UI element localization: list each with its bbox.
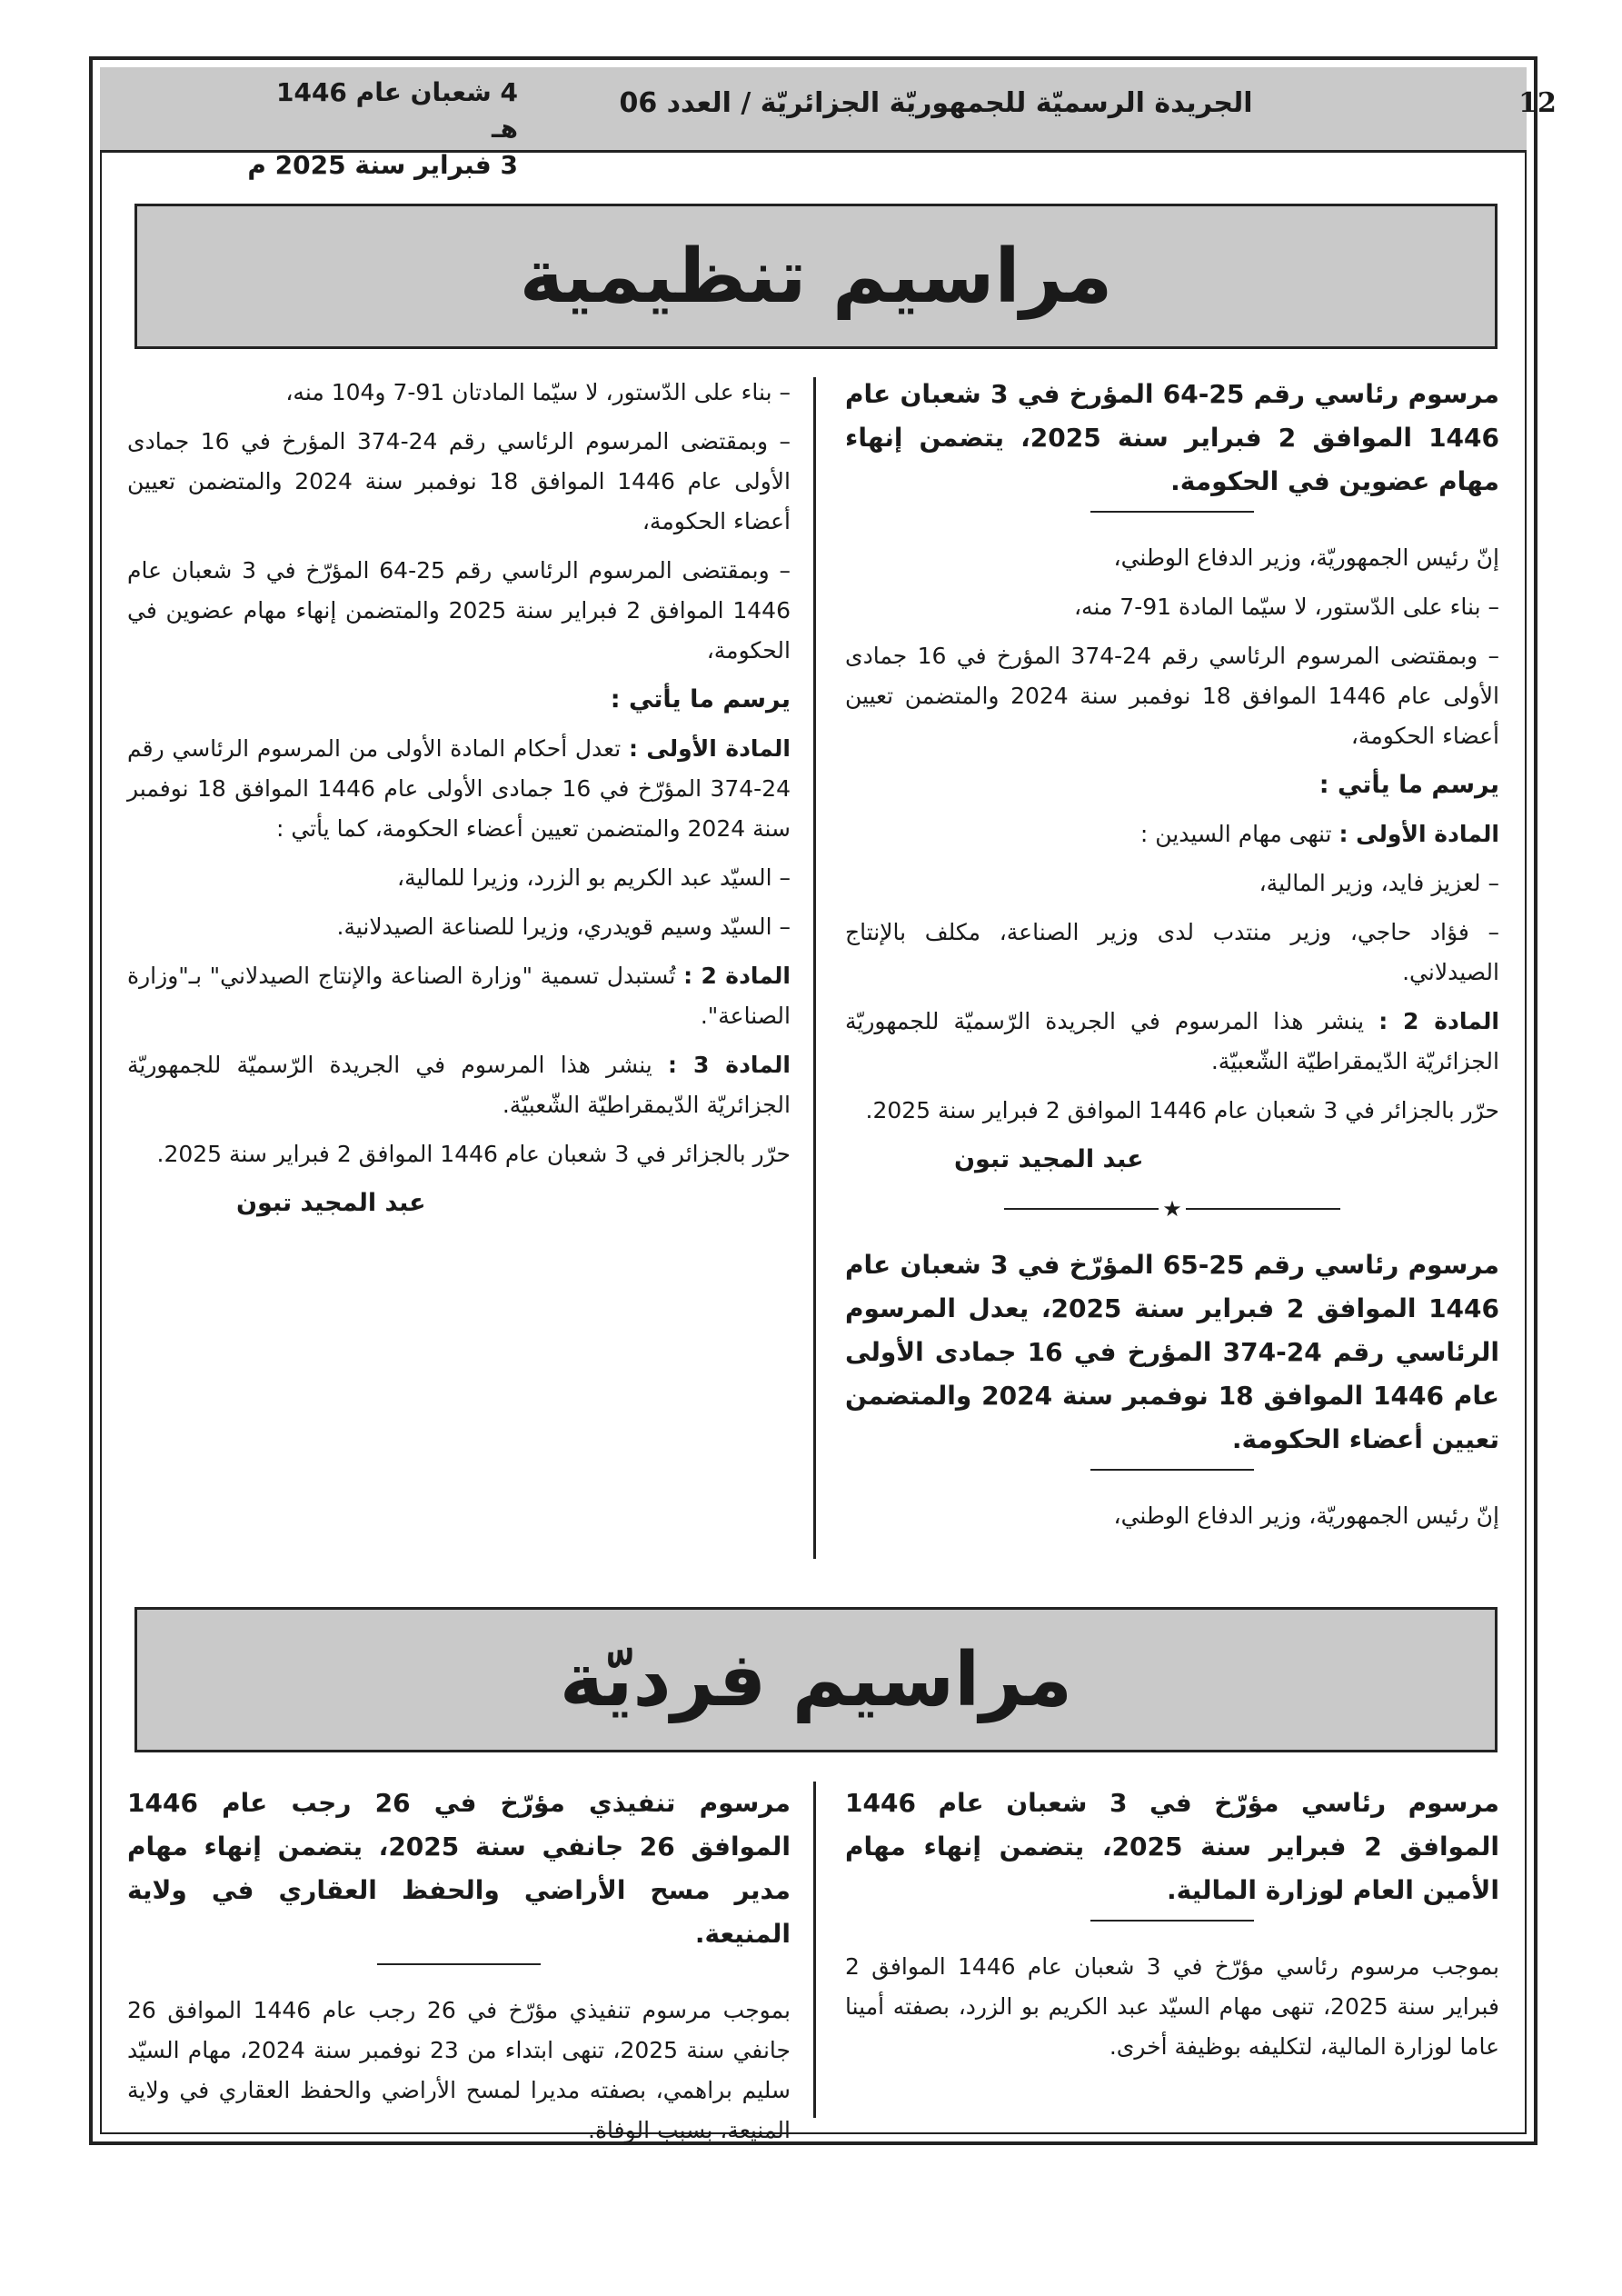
decree-title: مرسوم رئاسي رقم 25-64 المؤرخ في 3 شعبان عام 1446 الموافق 2 فبراير سنة 2025، يتضمن إنهاء مهام عضوين في الحكومة. [845, 379, 1499, 496]
right-column [845, 373, 1499, 1545]
decrees-heading: يرسم ما يأتي : [1318, 771, 1499, 799]
decree-body: بموجب مرسوم تنفيذي مؤرّخ في 26 رجب عام 1446 الموافق 26 جانفي سنة 2025، تنهى ابتداء من 23 نوفمبر سنة 2024، مهام السيّد سليم براهمي، بصفته مديرا لمسح الأراضي والحفظ العقاري في ولاية المنيعة، بسبب الوفاة. [127, 1997, 791, 2143]
article [845, 814, 1499, 854]
decree-title: مرسوم رئاسي مؤرّخ في 3 شعبان عام 1446 الموافق 2 فبراير سنة 2025، يتضمن إنهاء مهام الأمين العام لوزارة المالية. [845, 1788, 1499, 1905]
article-label: المادة 2 : [683, 963, 791, 989]
column-divider [813, 377, 816, 1559]
separator [1090, 511, 1254, 513]
done-at: حرّر بالجزائر في 3 شعبان عام 1446 الموافق 2 فبراير سنة 2025. [865, 1097, 1499, 1123]
article-text: تعدل أحكام المادة الأولى من المرسوم الرئاسي رقم 24-374 المؤرّخ في 16 جمادى الأولى عام 1446 الموافق 18 نوفمبر سنة 2024 والمتضمن تعيين أعضاء الحكومة، كما يأتي : [127, 735, 791, 842]
column-divider [813, 1782, 816, 2118]
list-item: – السيّد عبد الكريم بو الزرد، وزيرا للمالية، [397, 864, 791, 891]
recital: – وبمقتضى المرسوم الرئاسي رقم 24-374 المؤرخ في 16 جمادى الأولى عام 1446 الموافق 18 نوفمبر سنة 2024 والمتضمن تعيين أعضاء الحكومة، [127, 428, 791, 534]
individual-left-column [127, 1782, 791, 2160]
star-separator [845, 1189, 1499, 1229]
page-header [100, 67, 1557, 180]
preamble: إنّ رئيس الجمهوريّة، وزير الدفاع الوطني، [1113, 1502, 1499, 1529]
recital: – وبمقتضى المرسوم الرئاسي رقم 25-64 المؤرّخ في 3 شعبان عام 1446 الموافق 2 فبراير سنة 2025 والمتضمن إنهاء مهام عضوين في الحكومة، [127, 557, 791, 664]
separator [1090, 1469, 1254, 1471]
article-label: المادة الأولى : [1338, 821, 1499, 847]
recital: – بناء على الدّستور، لا سيّما المادتان 91-7 و104 منه، [285, 379, 791, 405]
article-label: المادة الأولى : [628, 735, 791, 762]
article [127, 956, 791, 1036]
article-text: تُستبدل تسمية "وزارة الصناعة والإنتاج الصيدلاني" بـ"وزارة الصناعة". [127, 963, 791, 1029]
list-item: – السيّد وسيم قويدري، وزيرا للصناعة الصيدلانية. [336, 913, 791, 940]
article-label: المادة 2 : [1378, 1008, 1499, 1034]
issue-date [245, 75, 518, 184]
signature: عبد المجيد تبون [236, 1189, 426, 1217]
article-text: ينشر هذا المرسوم في الجريدة الرّسميّة للجمهوريّة الجزائريّة الدّيمقراطيّة الشّعبيّة. [127, 1052, 791, 1118]
decree-body: بموجب مرسوم رئاسي مؤرّخ في 3 شعبان عام 1446 الموافق 2 فبراير سنة 2025، تنهى مهام السيّد عبد الكريم بو الزرد، بصفته أمينا عاما لوزارة المالية، لتكليفه بوظيفة أخرى. [845, 1953, 1499, 2060]
decree-title: مرسوم تنفيذي مؤرّخ في 26 رجب عام 1446 الموافق 26 جانفي سنة 2025، يتضمن إنهاء مهام مدير مسح الأراضي والحفظ العقاري في ولاية المنيعة. [127, 1788, 791, 1949]
separator [377, 1963, 541, 1965]
done-at: حرّر بالجزائر في 3 شعبان عام 1446 الموافق 2 فبراير سنة 2025. [156, 1141, 791, 1167]
article [845, 1002, 1499, 1082]
section-banner-individual: مراسيم فرديّة [134, 1607, 1498, 1752]
preamble: إنّ رئيس الجمهوريّة، وزير الدفاع الوطني، [1113, 544, 1499, 571]
decree-title: مرسوم رئاسي رقم 25-65 المؤرّخ في 3 شعبان عام 1446 الموافق 2 فبراير سنة 2025، يعدل المرسوم الرئاسي رقم 24-374 المؤرخ في 16 جمادى الأولى عام 1446 الموافق 18 نوفمبر سنة 2024 والمتضمن تعيين أعضاء الحكومة. [845, 1250, 1499, 1454]
list-item: – لعزيز فايد، وزير المالية، [1259, 870, 1499, 896]
list-item: – فؤاد حاجي، وزير منتدب لدى وزير الصناعة، مكلف بالإنتاج الصيدلاني. [845, 919, 1499, 985]
article [127, 729, 791, 849]
article [127, 1045, 791, 1125]
signature: عبد المجيد تبون [954, 1145, 1144, 1173]
star-icon: ★ [1162, 1196, 1182, 1222]
gazette-title: الجريدة الرسميّة للجمهوريّة الجزائريّة / العدد 06 [619, 87, 1253, 119]
decrees-heading: يرسم ما يأتي : [610, 685, 791, 714]
individual-right-column [845, 1782, 1499, 2076]
hijri-date: 4 شعبان عام 1446 هـ [275, 77, 518, 144]
separator [1090, 1920, 1254, 1922]
article-text: ينشر هذا المرسوم في الجريدة الرّسميّة للجمهوريّة الجزائريّة الدّيمقراطيّة الشّعبيّة. [845, 1008, 1499, 1074]
article-label: المادة 3 : [667, 1052, 791, 1078]
article-text: تنهى مهام السيدين : [1139, 821, 1332, 847]
gregorian-date: 3 فبراير سنة 2025 م [247, 150, 518, 180]
recital: – وبمقتضى المرسوم الرئاسي رقم 24-374 المؤرخ في 16 جمادى الأولى عام 1446 الموافق 18 نوفمبر سنة 2024 والمتضمن تعيين أعضاء الحكومة، [845, 643, 1500, 749]
left-column [127, 373, 791, 1233]
recital: – بناء على الدّستور، لا سيّما المادة 91-7 منه، [1073, 594, 1499, 620]
page-number: 12 [1518, 87, 1557, 119]
section-banner-regulatory: مراسيم تنظيمية [134, 204, 1498, 349]
